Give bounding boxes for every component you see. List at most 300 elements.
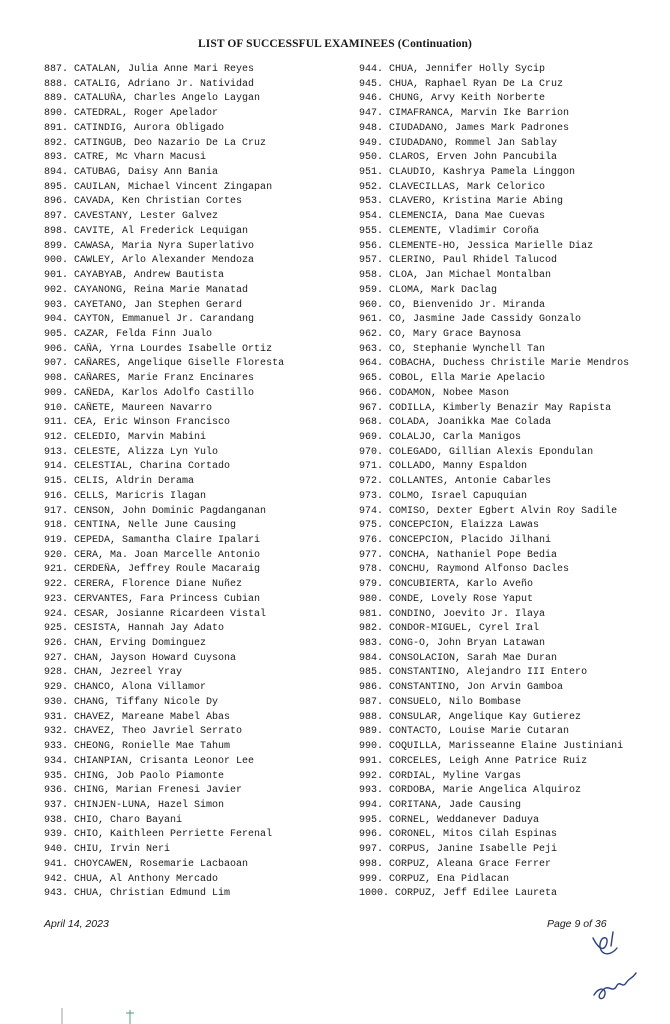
examinee-name: CAWASA, Maria Nyra Superlativo: [74, 240, 255, 252]
examinee-number: 895.: [44, 181, 69, 193]
examinee-name: CHUA, Jennifer Holly Sycip: [389, 64, 546, 75]
examinee-entry: [44, 770, 356, 785]
examinee-entry: [44, 92, 356, 107]
examinee-entry: [44, 873, 356, 888]
examinee-number: 942.: [44, 873, 69, 885]
examinee-number: 974.: [359, 505, 384, 517]
examinee-number: 924.: [44, 608, 69, 620]
examinee-name: CHING, Marian Frenesi Javier: [74, 785, 243, 797]
examinee-name: CAYETANO, Jan Stephen Gerard: [74, 299, 243, 311]
examinee-name: CORDOBA, Marie Angelica Alquiroz: [389, 785, 582, 797]
examinee-number: 896.: [44, 196, 69, 208]
examinee-entry: [44, 490, 356, 505]
examinee-entry: [359, 357, 659, 372]
examinee-number: 931.: [44, 711, 69, 723]
examinee-entry: [44, 210, 356, 225]
examinee-name: COMISO, Dexter Egbert Alvin Roy Sadile: [389, 505, 618, 517]
examinee-number: 920.: [44, 549, 69, 561]
examinee-name: CHEONG, Ronielle Mae Tahum: [74, 741, 231, 753]
examinee-name: COLLANTES, Antonie Cabarles: [389, 476, 552, 488]
examinee-entry: [359, 166, 659, 181]
examinee-number: 926.: [44, 638, 69, 650]
examinee-number: 980.: [359, 593, 384, 605]
examinee-number: 985.: [359, 667, 384, 679]
examinee-entry: [359, 431, 659, 446]
examinee-name: CLAVECILLAS, Mark Celorico: [389, 181, 546, 193]
examinee-name: CENTINA, Nelle June Causing: [74, 520, 237, 532]
examinee-name: CORDIAL, Myline Vargas: [389, 770, 522, 782]
examinee-number: 962.: [359, 328, 384, 340]
examinee-name: CELIS, Aldrin Derama: [74, 476, 195, 488]
examinee-entry: [359, 887, 659, 902]
examinee-entry: [359, 784, 659, 799]
examinee-entry: [359, 446, 659, 461]
examinee-name: CATUBAG, Daisy Ann Bania: [74, 167, 219, 179]
examinee-name: CHUNG, Arvy Keith Norberte: [389, 93, 546, 105]
examinee-number: 973.: [359, 490, 384, 502]
examinee-name: CERDEÑA, Jeffrey Roule Macaraig: [74, 564, 261, 576]
examinee-name: CESISTA, Hannah Jay Adato: [74, 623, 225, 635]
examinee-number: 935.: [44, 770, 69, 782]
examinee-entry: [359, 387, 659, 402]
examinee-number: 913.: [44, 446, 69, 458]
examinee-entry: [44, 784, 356, 799]
examinee-number: 991.: [359, 755, 384, 767]
examinee-entry: [359, 740, 659, 755]
examinee-number: 905.: [44, 328, 69, 340]
examinee-entry: [44, 858, 356, 873]
examinee-entry: [44, 107, 356, 122]
examinee-number: 941.: [44, 858, 69, 870]
examinee-name: CHAN, Erving Dominguez: [74, 638, 207, 650]
examinee-number: 958.: [359, 270, 384, 282]
examinee-name: CONCUBIERTA, Karlo Aveño: [389, 579, 534, 591]
examinee-number: 925.: [44, 623, 69, 635]
examinee-entry: [44, 475, 356, 490]
examinee-entry: [44, 78, 356, 93]
examinee-name: CORCELES, Leigh Anne Patrice Ruiz: [389, 755, 588, 767]
examinee-number: 937.: [44, 799, 69, 811]
examinee-entry: [44, 563, 356, 578]
right-column-list: [359, 63, 659, 902]
examinee-number: 938.: [44, 814, 69, 826]
margin-mark: [58, 1006, 66, 1024]
examinee-number: 911.: [44, 417, 69, 429]
examinee-number: 912.: [44, 431, 69, 443]
examinee-name: CONCEPCION, Elaizza Lawas: [389, 520, 540, 532]
examinee-name: CONSOLACION, Sarah Mae Duran: [389, 652, 558, 664]
examinee-entry: [359, 475, 659, 490]
examinee-name: COBOL, Ella Marie Apelacio: [389, 373, 546, 385]
examinee-number: 966.: [359, 387, 384, 399]
examinee-name: CLEMENTE, Vladimir Coroña: [389, 225, 540, 237]
examinee-entry: [359, 254, 659, 269]
examinee-number: 915.: [44, 476, 69, 488]
examinee-number: 984.: [359, 652, 384, 664]
examinee-name: CAYABYAB, Andrew Bautista: [74, 270, 225, 282]
examinee-entry: [359, 122, 659, 137]
examinee-name: CHIO, Charo Bayani: [74, 814, 183, 826]
examinee-number: 917.: [44, 505, 69, 517]
examinee-name: CORPUZ, Ena Pidlacan: [389, 873, 510, 885]
examinee-name: COLALJO, Carla Manigos: [389, 431, 522, 443]
examinee-name: COLMO, Israel Capuquian: [389, 490, 528, 502]
examinee-entry: [359, 313, 659, 328]
examinee-name: CHING, Job Paolo Piamonte: [74, 770, 225, 782]
examinee-number: 888.: [44, 78, 69, 90]
examinee-number: 906.: [44, 343, 69, 355]
examinee-name: CHAVEZ, Theo Javriel Serrato: [74, 726, 243, 738]
examinee-number: 927.: [44, 652, 69, 664]
examinee-name: CORPUS, Janine Isabelle Peji: [389, 844, 558, 856]
examinee-entry: [359, 210, 659, 225]
examinee-entry: [44, 681, 356, 696]
examinee-entry: [44, 608, 356, 623]
examinee-number: 901.: [44, 270, 69, 282]
examinee-entry: [359, 284, 659, 299]
examinee-entry: [44, 814, 356, 829]
examinee-number: 903.: [44, 299, 69, 311]
examinee-entry: [44, 122, 356, 137]
examinee-name: CORPUZ, Aleana Grace Ferrer: [389, 858, 552, 870]
examinee-number: 1000.: [359, 888, 390, 900]
examinee-number: 998.: [359, 858, 384, 870]
examinee-name: CHIO, Kaithleen Perriette Ferenal: [74, 829, 273, 841]
examinee-name: CONSULAR, Angelique Kay Gutierez: [389, 711, 582, 723]
examinee-entry: [44, 593, 356, 608]
examinee-name: CHIANPIAN, Crisanta Leonor Lee: [74, 755, 255, 767]
examinee-name: CAUILAN, Michael Vincent Zingapan: [74, 181, 273, 193]
examinee-name: CHUA, Raphael Ryan De La Cruz: [389, 78, 564, 90]
examinee-name: COBACHA, Duchess Christile Marie Mendros: [389, 358, 630, 370]
examinee-name: CO, Jasmine Jade Cassidy Gonzalo: [389, 314, 582, 326]
examinee-name: CONSUELO, Nilo Bombase: [389, 696, 522, 708]
examinee-entry: [359, 519, 659, 534]
examinee-name: CIUDADANO, James Mark Padrones: [389, 122, 570, 134]
examinee-entry: [44, 372, 356, 387]
examinee-number: 902.: [44, 284, 69, 296]
examinee-entry: [359, 622, 659, 637]
examinee-name: CELESTIAL, Charina Cortado: [74, 461, 231, 473]
examinee-name: CONDINO, Joevito Jr. Ilaya: [389, 608, 546, 620]
examinee-entry: [44, 519, 356, 534]
examinee-name: CENSON, John Dominic Pagdanganan: [74, 505, 267, 517]
examinee-name: CATALIG, Adriano Jr. Natividad: [74, 78, 255, 90]
examinee-name: CERERA, Florence Diane Nuñez: [74, 579, 243, 591]
examinee-name: CODAMON, Nobee Mason: [389, 387, 510, 399]
examinee-entry: [44, 166, 356, 181]
examinee-number: 918.: [44, 520, 69, 532]
examinee-name: COLADA, Joanikka Mae Colada: [389, 417, 552, 429]
examinee-entry: [44, 225, 356, 240]
examinee-entry: [44, 254, 356, 269]
examinee-name: CAYTON, Emmanuel Jr. Carandang: [74, 314, 255, 326]
examinee-number: 900.: [44, 255, 69, 267]
examinee-number: 983.: [359, 638, 384, 650]
examinee-name: CONDE, Lovely Rose Yaput: [389, 593, 534, 605]
examinee-entry: [359, 637, 659, 652]
examinee-entry: [359, 696, 659, 711]
examinee-entry: [359, 549, 659, 564]
examinee-number: 891.: [44, 122, 69, 134]
page-title: LIST OF SUCCESSFUL EXAMINEES (Continuation): [198, 38, 472, 50]
examinee-name: CAYANONG, Reina Marie Manatad: [74, 284, 249, 296]
examinee-name: CODILLA, Kimberly Benazir May Rapista: [389, 402, 612, 414]
examinee-entry: [359, 725, 659, 740]
examinee-name: CIUDADANO, Rommel Jan Sablay: [389, 137, 558, 149]
examinee-number: 916.: [44, 490, 69, 502]
examinee-name: CESAR, Josianne Ricardeen Vistal: [74, 608, 267, 620]
examinee-name: CONDOR-MIGUEL, Cyrel Iral: [389, 623, 540, 635]
examinee-entry: [359, 137, 659, 152]
examinee-number: 934.: [44, 755, 69, 767]
examinee-name: CLERINO, Paul Rhidel Talucod: [389, 255, 558, 267]
examinee-name: CONSTANTINO, Alejandro III Entero: [389, 667, 588, 679]
examinee-entry: [359, 593, 659, 608]
examinee-entry: [359, 63, 659, 78]
examinee-name: CELEDIO, Marvin Mabini: [74, 431, 207, 443]
examinee-number: 971.: [359, 461, 384, 473]
examinee-name: CO, Mary Grace Baynosa: [389, 328, 522, 340]
examinee-number: 954.: [359, 211, 384, 223]
examinee-entry: [359, 843, 659, 858]
examinee-number: 889.: [44, 93, 69, 105]
examinee-entry: [359, 92, 659, 107]
examinee-entry: [44, 578, 356, 593]
examinee-number: 929.: [44, 682, 69, 694]
examinee-entry: [359, 299, 659, 314]
examinee-name: CLEMENCIA, Dana Mae Cuevas: [389, 211, 546, 223]
examinee-entry: [44, 195, 356, 210]
examinee-entry: [359, 490, 659, 505]
examinee-name: CLOMA, Mark Daclag: [389, 284, 498, 296]
examinee-name: CLEMENTE-HO, Jessica Marielle Diaz: [389, 240, 594, 252]
examinee-number: 992.: [359, 770, 384, 782]
examinee-entry: [359, 755, 659, 770]
examinee-entry: [359, 814, 659, 829]
examinee-entry: [359, 858, 659, 873]
examinee-number: 957.: [359, 255, 384, 267]
examinee-name: CONG-O, John Bryan Latawan: [389, 638, 546, 650]
examinee-number: 999.: [359, 873, 384, 885]
examinee-name: CAZAR, Felda Finn Jualo: [74, 328, 213, 340]
examinee-number: 972.: [359, 476, 384, 488]
examinee-number: 894.: [44, 167, 69, 179]
examinee-entry: [359, 151, 659, 166]
examinee-entry: [44, 711, 356, 726]
examinee-name: CAÑARES, Angelique Giselle Floresta: [74, 358, 285, 370]
examinee-name: CONCHA, Nathaniel Pope Bedia: [389, 549, 558, 561]
examinee-number: 993.: [359, 785, 384, 797]
examinee-name: CERA, Ma. Joan Marcelle Antonio: [74, 549, 261, 561]
examinee-name: CAÑETE, Maureen Navarro: [74, 402, 213, 414]
examinee-entry: [44, 431, 356, 446]
examinee-name: CHOYCAWEN, Rosemarie Lacbaoan: [74, 858, 249, 870]
examinee-entry: [359, 799, 659, 814]
examinee-number: 963.: [359, 343, 384, 355]
examinee-name: CATINGUB, Deo Nazario De La Cruz: [74, 137, 267, 149]
examinee-name: COQUILLA, Marisseanne Elaine Justiniani: [389, 741, 624, 753]
examinee-entry: [44, 328, 356, 343]
examinee-name: CAVADA, Ken Christian Cortes: [74, 196, 243, 208]
examinee-number: 960.: [359, 299, 384, 311]
examinee-entry: [44, 843, 356, 858]
examinee-name: CO, Bienvenido Jr. Miranda: [389, 299, 546, 311]
examinee-number: 982.: [359, 623, 384, 635]
examinee-name: CHUA, Al Anthony Mercado: [74, 873, 219, 885]
examinee-name: CLAROS, Erven John Pancubila: [389, 152, 558, 164]
examinee-entry: [44, 284, 356, 299]
examinee-number: 907.: [44, 358, 69, 370]
examinee-entry: [359, 372, 659, 387]
examinee-entry: [359, 563, 659, 578]
examinee-name: CAVESTANY, Lester Galvez: [74, 211, 219, 223]
examinee-number: 921.: [44, 564, 69, 576]
examinee-entry: [44, 181, 356, 196]
examinee-entry: [359, 578, 659, 593]
examinee-name: CONCEPCION, Placido Jilhani: [389, 535, 552, 546]
examinee-entry: [359, 269, 659, 284]
examinee-number: 887.: [44, 64, 69, 75]
initial-signature-mark: [585, 928, 625, 964]
footer-page-number: Page 9 of 36: [547, 918, 607, 930]
examinee-entry: [44, 240, 356, 255]
examinee-entry: [359, 652, 659, 667]
examinee-name: CLAVERO, Kristina Marie Abing: [389, 196, 564, 208]
examinee-number: 961.: [359, 314, 384, 326]
examinee-entry: [359, 828, 659, 843]
examinee-number: 968.: [359, 417, 384, 429]
examinee-name: CORONEL, Mitos Cilah Espinas: [389, 829, 558, 841]
examinee-entry: [44, 622, 356, 637]
examinee-entry: [359, 225, 659, 240]
examinee-number: 959.: [359, 284, 384, 296]
examinee-number: 996.: [359, 829, 384, 841]
examinee-entry: [44, 652, 356, 667]
examinee-number: 890.: [44, 108, 69, 120]
examinee-number: 933.: [44, 741, 69, 753]
examinee-entry: [44, 402, 356, 417]
examinee-number: 909.: [44, 387, 69, 399]
examinee-entry: [44, 534, 356, 549]
examinee-entry: [359, 107, 659, 122]
examinee-entry: [359, 666, 659, 681]
examinee-number: 978.: [359, 564, 384, 576]
examinee-entry: [44, 357, 356, 372]
examinee-name: CORPUZ, Jeff Edilee Laureta: [395, 888, 558, 900]
examinee-number: 908.: [44, 373, 69, 385]
examinee-number: 939.: [44, 829, 69, 841]
examinee-entry: [44, 343, 356, 358]
examinee-name: CONSTANTINO, Jon Arvin Gamboa: [389, 682, 564, 694]
examinee-number: 897.: [44, 211, 69, 223]
examinee-name: CHAVEZ, Mareane Mabel Abas: [74, 711, 231, 723]
examinee-entry: [359, 402, 659, 417]
examinee-name: CHAN, Jayson Howard Cuysona: [74, 652, 237, 664]
examinee-number: 923.: [44, 593, 69, 605]
examinee-number: 995.: [359, 814, 384, 826]
examinee-entry: [44, 151, 356, 166]
examinee-name: CATALAN, Julia Anne Mari Reyes: [74, 64, 255, 75]
examinee-name: CAÑARES, Marie Franz Encinares: [74, 373, 255, 385]
examinee-name: CAÑA, Yrna Lourdes Isabelle Ortiz: [74, 343, 273, 355]
examinee-entry: [359, 608, 659, 623]
examinee-number: 940.: [44, 844, 69, 856]
examinee-number: 950.: [359, 152, 384, 164]
examinee-entry: [44, 269, 356, 284]
examinee-name: CHINJEN-LUNA, Hazel Simon: [74, 799, 225, 811]
examinee-entry: [44, 446, 356, 461]
examinee-number: 969.: [359, 431, 384, 443]
examinee-number: 967.: [359, 402, 384, 414]
examinee-name: CEA, Eric Winson Francisco: [74, 417, 231, 429]
examinee-entry: [44, 299, 356, 314]
examinee-name: CONCHU, Raymond Alfonso Dacles: [389, 564, 570, 576]
examinee-entry: [44, 137, 356, 152]
examinee-entry: [359, 505, 659, 520]
examinee-name: CEPEDA, Samantha Claire Ipalari: [74, 535, 261, 546]
examinee-number: 892.: [44, 137, 69, 149]
examinee-name: CLOA, Jan Michael Montalban: [389, 270, 552, 282]
examinee-number: 956.: [359, 240, 384, 252]
examinee-name: COLEGADO, Gillian Alexis Epondulan: [389, 446, 594, 458]
examinee-name: CAÑEDA, Karlos Adolfo Castillo: [74, 387, 255, 399]
examinee-entry: [359, 460, 659, 475]
examinee-number: 946.: [359, 93, 384, 105]
examinee-number: 930.: [44, 696, 69, 708]
examinee-entry: [359, 195, 659, 210]
examinee-number: 936.: [44, 785, 69, 797]
examinee-number: 986.: [359, 682, 384, 694]
examinee-number: 898.: [44, 225, 69, 237]
examinee-name: CHANCO, Alona Villamor: [74, 682, 207, 694]
examinee-number: 987.: [359, 696, 384, 708]
examinee-entry: [44, 696, 356, 711]
examinee-entry: [44, 63, 356, 78]
examinee-number: 899.: [44, 240, 69, 252]
examinee-name: CONTACTO, Louise Marie Cutaran: [389, 726, 570, 738]
examinee-number: 975.: [359, 520, 384, 532]
margin-tick-mark: [124, 1008, 136, 1024]
examinee-number: 953.: [359, 196, 384, 208]
examinee-number: 990.: [359, 741, 384, 753]
examinee-number: 997.: [359, 844, 384, 856]
examinee-entry: [359, 343, 659, 358]
examinee-number: 976.: [359, 535, 384, 546]
examinee-entry: [44, 755, 356, 770]
examinee-entry: [44, 505, 356, 520]
examinee-entry: [359, 711, 659, 726]
examinee-name: COLLADO, Manny Espaldon: [389, 461, 528, 473]
examinee-entry: [359, 534, 659, 549]
footer-date: April 14, 2023: [44, 918, 109, 930]
examinee-entry: [359, 416, 659, 431]
examinee-entry: [44, 460, 356, 475]
examinee-entry: [44, 828, 356, 843]
examinee-entry: [359, 328, 659, 343]
examinee-number: 943.: [44, 888, 69, 900]
examinee-number: 949.: [359, 137, 384, 149]
examinee-name: CIMAFRANCA, Marvin Ike Barrion: [389, 108, 570, 120]
examinee-name: CHANG, Tiffany Nicole Dy: [74, 696, 219, 708]
examinee-entry: [44, 799, 356, 814]
examinee-number: 964.: [359, 358, 384, 370]
examinee-name: CELLS, Maricris Ilagan: [74, 490, 207, 502]
examinee-name: CERVANTES, Fara Princess Cubian: [74, 593, 261, 605]
examinee-name: CATRE, Mc Vharn Macusi: [74, 152, 207, 164]
examinee-entry: [359, 681, 659, 696]
examinee-name: CATINDIG, Aurora Obligado: [74, 122, 225, 134]
